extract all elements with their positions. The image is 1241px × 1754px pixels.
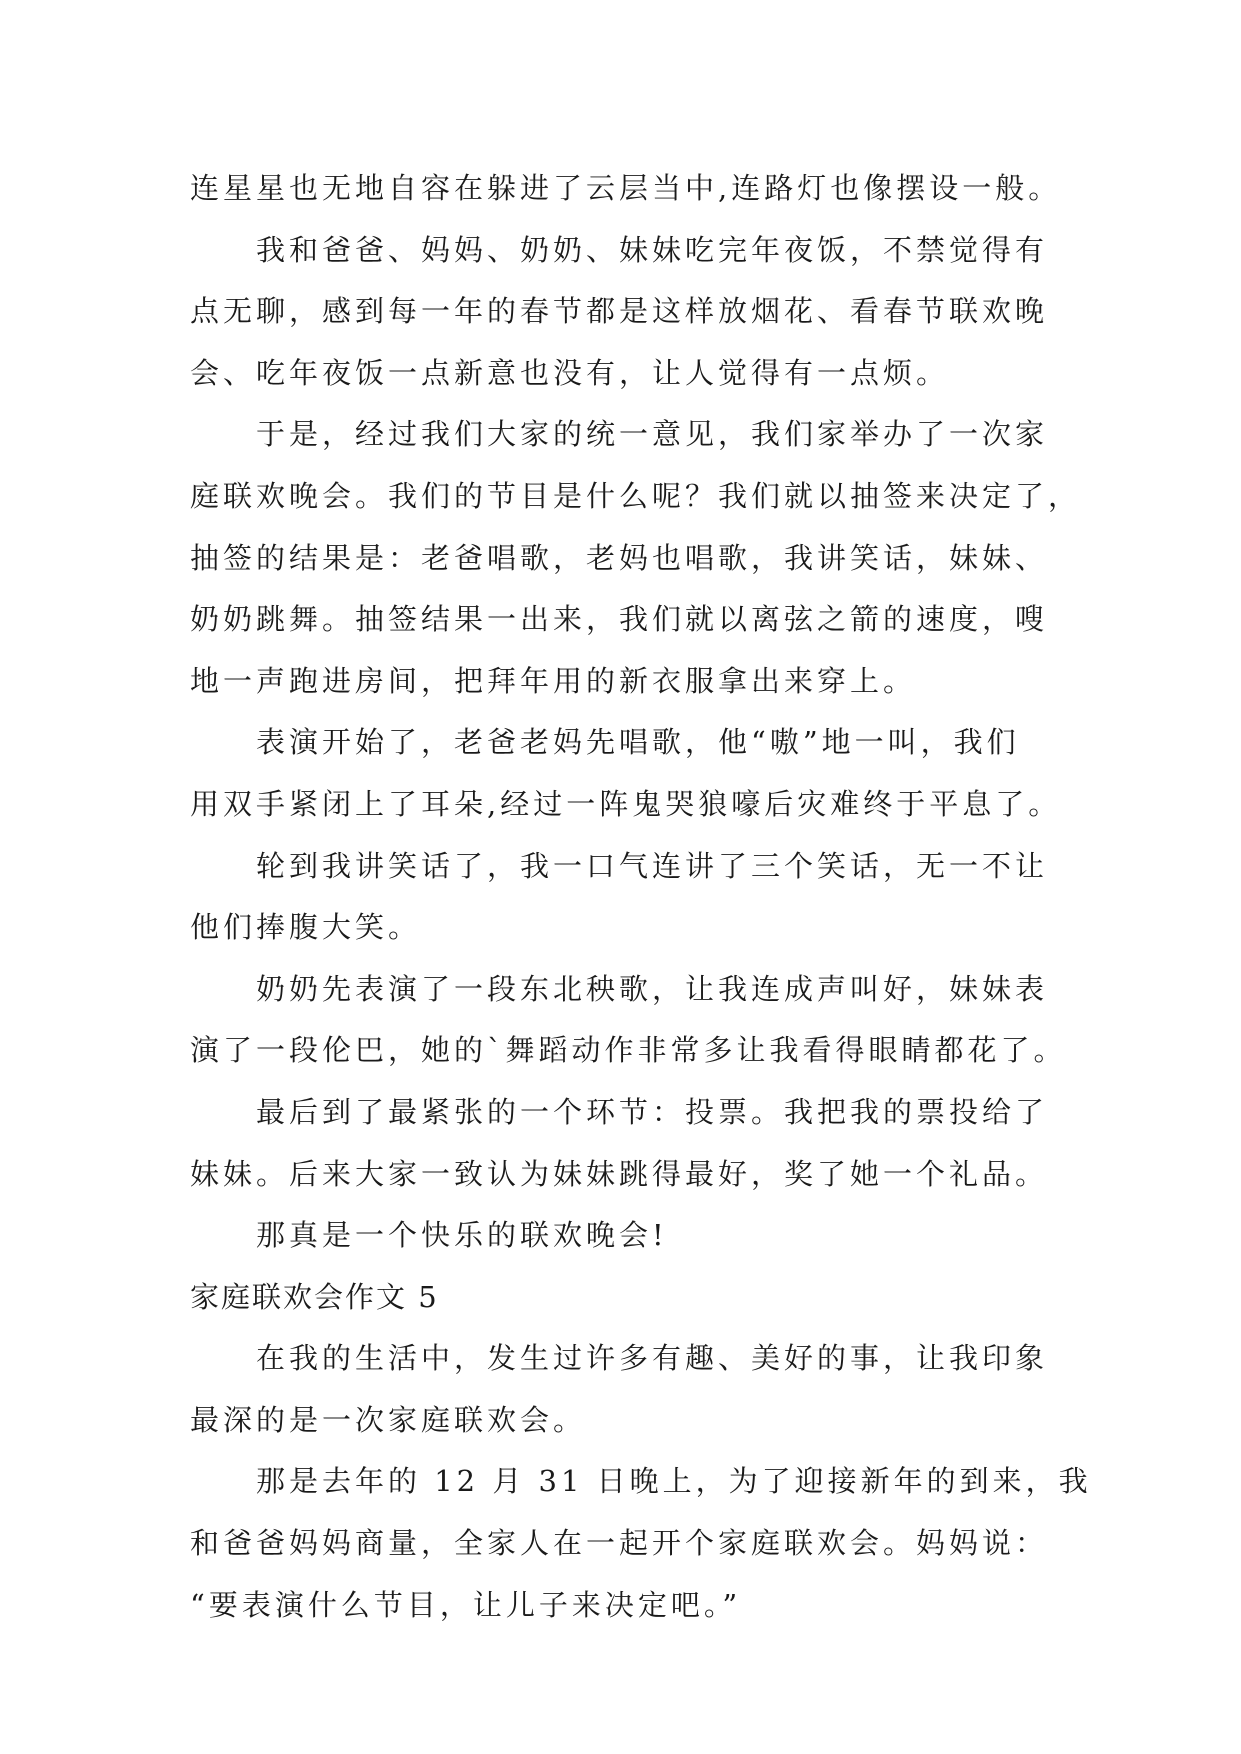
text-line: 会、吃年夜饭一点新意也没有，让人觉得有一点烦。 (190, 355, 950, 390)
text-line: 点无聊，感到每一年的春节都是这样放烟花、看春节联欢晚 (190, 294, 1049, 329)
text-line: 妹妹。后来大家一致认为妹妹跳得最好，奖了她一个礼品。 (190, 1156, 1049, 1191)
text-line: 演了一段伦巴，她的`舞蹈动作非常多让我看得眼睛都花了。 (190, 1033, 1067, 1068)
text-line: 庭联欢晚会。我们的节目是什么呢？我们就以抽签来决定了， (190, 478, 1082, 513)
text-line: 用双手紧闭上了耳朵,经过一阵鬼哭狼嚎后灾难终于平息了。 (190, 786, 1062, 821)
text-line: 奶奶先表演了一段东北秧歌，让我连成声叫好，妹妹表 (256, 971, 1049, 1006)
text-line: 他们捧腹大笑。 (190, 910, 422, 945)
text-line: 和爸爸妈妈商量，全家人在一起开个家庭联欢会。妈妈说： (190, 1526, 1049, 1561)
text-line: 抽签的结果是：老爸唱歌，老妈也唱歌，我讲笑话，妹妹、 (190, 540, 1049, 575)
text-line: 最后到了最紧张的一个环节：投票。我把我的票投给了 (256, 1094, 1049, 1129)
text-line: “要表演什么节目，让儿子来决定吧。” (190, 1587, 742, 1622)
text-line: 那是去年的 12 月 31 日晚上，为了迎接新年的到来，我 (256, 1464, 1092, 1499)
text-line: 那真是一个快乐的联欢晚会! (256, 1218, 668, 1253)
text-line: 轮到我讲笑话了，我一口气连讲了三个笑话，无一不让 (256, 848, 1049, 883)
document-body (190, 158, 1090, 1636)
text-line: 奶奶跳舞。抽签结果一出来，我们就以离弦之箭的速度，嗖 (190, 602, 1049, 637)
text-line: 最深的是一次家庭联欢会。 (190, 1402, 587, 1437)
text-line: 在我的生活中，发生过许多有趣、美好的事，让我印象 (256, 1341, 1049, 1376)
text-line: 表演开始了，老爸老妈先唱歌，他“嗷”地一叫，我们 (256, 725, 1020, 760)
text-line: 于是，经过我们大家的统一意见，我们家举办了一次家 (256, 417, 1049, 452)
text-line: 我和爸爸、妈妈、奶奶、妹妹吃完年夜饭，不禁觉得有 (256, 232, 1049, 267)
text-line: 连星星也无地自容在躲进了云层当中,连路灯也像摆设一般。 (190, 171, 1062, 205)
section-heading: 家庭联欢会作文 5 (190, 1279, 439, 1314)
text-line: 地一声跑进房间，把拜年用的新衣服拿出来穿上。 (190, 663, 917, 698)
